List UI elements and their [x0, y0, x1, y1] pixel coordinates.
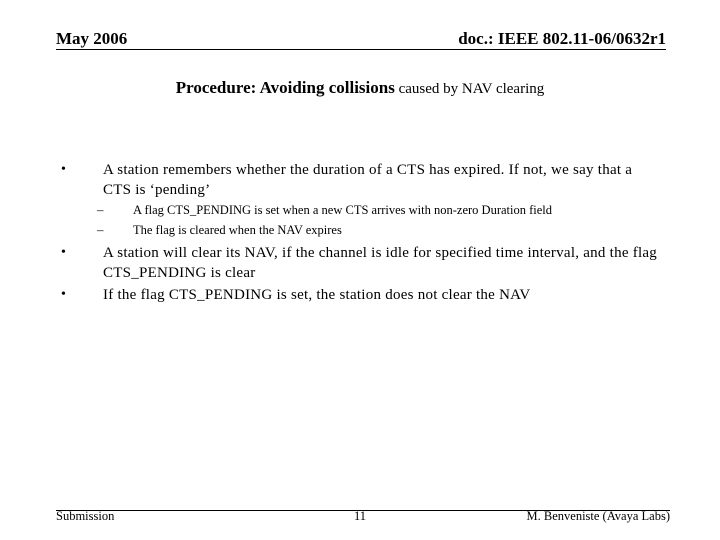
bullet-marker: • [61, 287, 66, 302]
bullet-text: A station will clear its NAV, if the channel is idle for specified time interval, and the flag CTS_PENDING is clear [103, 245, 658, 281]
footer-submission: Submission [56, 509, 115, 523]
page-number: 11 [354, 509, 367, 523]
sub-bullet-text: The flag is cleared when the NAV expires [133, 223, 342, 237]
slide-title-sub: caused by NAV clearing [394, 81, 545, 97]
header-doc-id: doc.: IEEE 802.11-06/0632r1 [458, 29, 666, 48]
footer-author: M. Benveniste (Avaya Labs) [526, 509, 670, 523]
header-date: May 2006 [56, 29, 128, 48]
bullet-text: If the flag CTS_PENDING is set, the station does not clear the NAV [103, 287, 531, 303]
bullet-text: A station remembers whether the duration of a CTS has expired. If not, we say that a CTS is ‘pending’ [103, 162, 633, 198]
sub-bullet-marker: – [97, 202, 104, 217]
bullet-marker: • [61, 245, 66, 260]
slide-title [0, 78, 720, 98]
bullet-marker: • [61, 162, 66, 177]
sub-bullet-text: A flag CTS_PENDING is set when a new CTS arrives with non-zero Duration field [133, 203, 553, 217]
slide-title-main: Procedure: Avoiding collisions [175, 78, 395, 97]
header-divider [56, 49, 666, 50]
sub-bullet-marker: – [97, 222, 104, 237]
